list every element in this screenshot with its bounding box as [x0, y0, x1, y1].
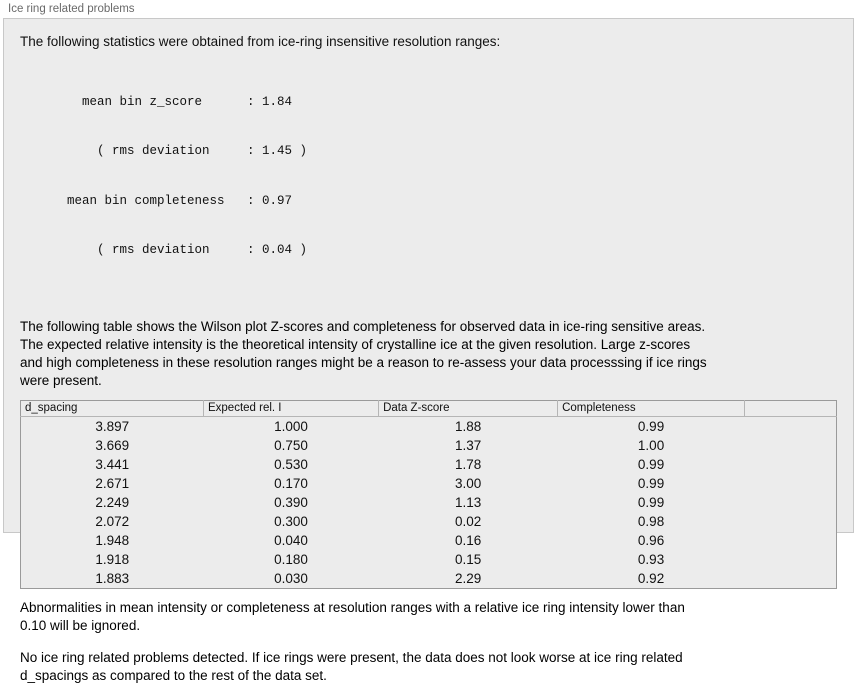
cell-d-spacing: 1.948 — [21, 531, 204, 550]
stat-line: mean bin z_score : 1.84 — [52, 94, 293, 109]
stat-line: mean bin completeness : 0.97 — [52, 193, 293, 208]
cell-expected-rel-i: 0.180 — [203, 550, 378, 569]
description-line: were present. — [20, 372, 102, 388]
cell-expected-rel-i: 0.040 — [203, 531, 378, 550]
cell-empty — [745, 569, 837, 589]
cell-expected-rel-i: 0.390 — [203, 493, 378, 512]
cell-d-spacing: 1.918 — [21, 550, 204, 569]
cell-expected-rel-i: 0.300 — [203, 512, 378, 531]
column-header-empty — [745, 400, 837, 416]
cell-data-z-score: 3.00 — [379, 474, 558, 493]
stat-line: ( rms deviation : 0.04 ) — [52, 243, 308, 257]
table-row — [21, 416, 837, 436]
table-row — [21, 550, 837, 569]
note-line: 0.10 will be ignored. — [20, 617, 141, 633]
table-description — [20, 318, 837, 390]
description-line: The expected relative intensity is the theoretical intensity of crystalline ice at the given resolution. Large z-scores — [20, 336, 691, 352]
note-line: No ice ring related problems detected. If ice rings were present, the data does not look worse at ice ring related — [20, 649, 683, 665]
cell-data-z-score: 2.29 — [379, 569, 558, 589]
cell-data-z-score: 0.02 — [379, 512, 558, 531]
cell-completeness: 0.98 — [558, 512, 745, 531]
summary-statistics — [52, 61, 837, 292]
note-line: Abnormalities in mean intensity or completeness at resolution ranges with a relative ice ring intensity lower than — [20, 599, 685, 615]
table-row — [21, 531, 837, 550]
note-line: d_spacings as compared to the rest of the data set. — [20, 667, 327, 683]
cell-completeness: 1.00 — [558, 436, 745, 455]
column-header-d-spacing: d_spacing — [21, 400, 204, 416]
cell-data-z-score: 1.78 — [379, 455, 558, 474]
cell-empty — [745, 512, 837, 531]
cell-d-spacing: 3.441 — [21, 455, 204, 474]
cell-expected-rel-i: 0.170 — [203, 474, 378, 493]
cell-empty — [745, 474, 837, 493]
table-row — [21, 493, 837, 512]
cell-empty — [745, 436, 837, 455]
cell-d-spacing: 2.249 — [21, 493, 204, 512]
cell-expected-rel-i: 1.000 — [203, 416, 378, 436]
conclusion-note — [20, 649, 837, 685]
table-header-row — [21, 400, 837, 416]
cell-empty — [745, 455, 837, 474]
cell-data-z-score: 0.16 — [379, 531, 558, 550]
stat-line: ( rms deviation : 1.45 ) — [52, 144, 308, 158]
cell-expected-rel-i: 0.750 — [203, 436, 378, 455]
cell-completeness: 0.96 — [558, 531, 745, 550]
cell-empty — [745, 493, 837, 512]
intro-text: The following statistics were obtained from ice-ring insensitive resolution ranges: — [20, 34, 501, 49]
cell-completeness: 0.99 — [558, 455, 745, 474]
cell-d-spacing: 2.072 — [21, 512, 204, 531]
cell-data-z-score: 1.88 — [379, 416, 558, 436]
cell-d-spacing: 3.897 — [21, 416, 204, 436]
cell-d-spacing: 2.671 — [21, 474, 204, 493]
cell-empty — [745, 531, 837, 550]
column-header-completeness: Completeness — [558, 400, 745, 416]
cell-data-z-score: 0.15 — [379, 550, 558, 569]
cell-data-z-score: 1.37 — [379, 436, 558, 455]
table-row — [21, 512, 837, 531]
column-header-expected-rel-i: Expected rel. I — [203, 400, 378, 416]
cell-completeness: 0.92 — [558, 569, 745, 589]
ice-ring-table — [20, 400, 837, 589]
cell-completeness: 0.93 — [558, 550, 745, 569]
table-row — [21, 569, 837, 589]
window-title: Ice ring related problems — [8, 3, 135, 15]
ignored-abnormalities-note — [20, 599, 837, 635]
description-line: and high completeness in these resolution ranges might be a reason to re-assess your data processsing if ice rings — [20, 354, 707, 370]
cell-expected-rel-i: 0.030 — [203, 569, 378, 589]
cell-empty — [745, 550, 837, 569]
cell-d-spacing: 3.669 — [21, 436, 204, 455]
cell-completeness: 0.99 — [558, 474, 745, 493]
cell-empty — [745, 416, 837, 436]
table-row — [21, 474, 837, 493]
column-header-data-z-score: Data Z-score — [379, 400, 558, 416]
content-panel — [3, 18, 854, 683]
cell-data-z-score: 1.13 — [379, 493, 558, 512]
cell-completeness: 0.99 — [558, 493, 745, 512]
description-line: The following table shows the Wilson plot Z-scores and completeness for observed data in ice-ring sensitive areas. — [20, 318, 706, 334]
table-row — [21, 436, 837, 455]
cell-d-spacing: 1.883 — [21, 569, 204, 589]
cell-completeness: 0.99 — [558, 416, 745, 436]
window-titlebar — [0, 0, 857, 18]
cell-expected-rel-i: 0.530 — [203, 455, 378, 474]
table-row — [21, 455, 837, 474]
